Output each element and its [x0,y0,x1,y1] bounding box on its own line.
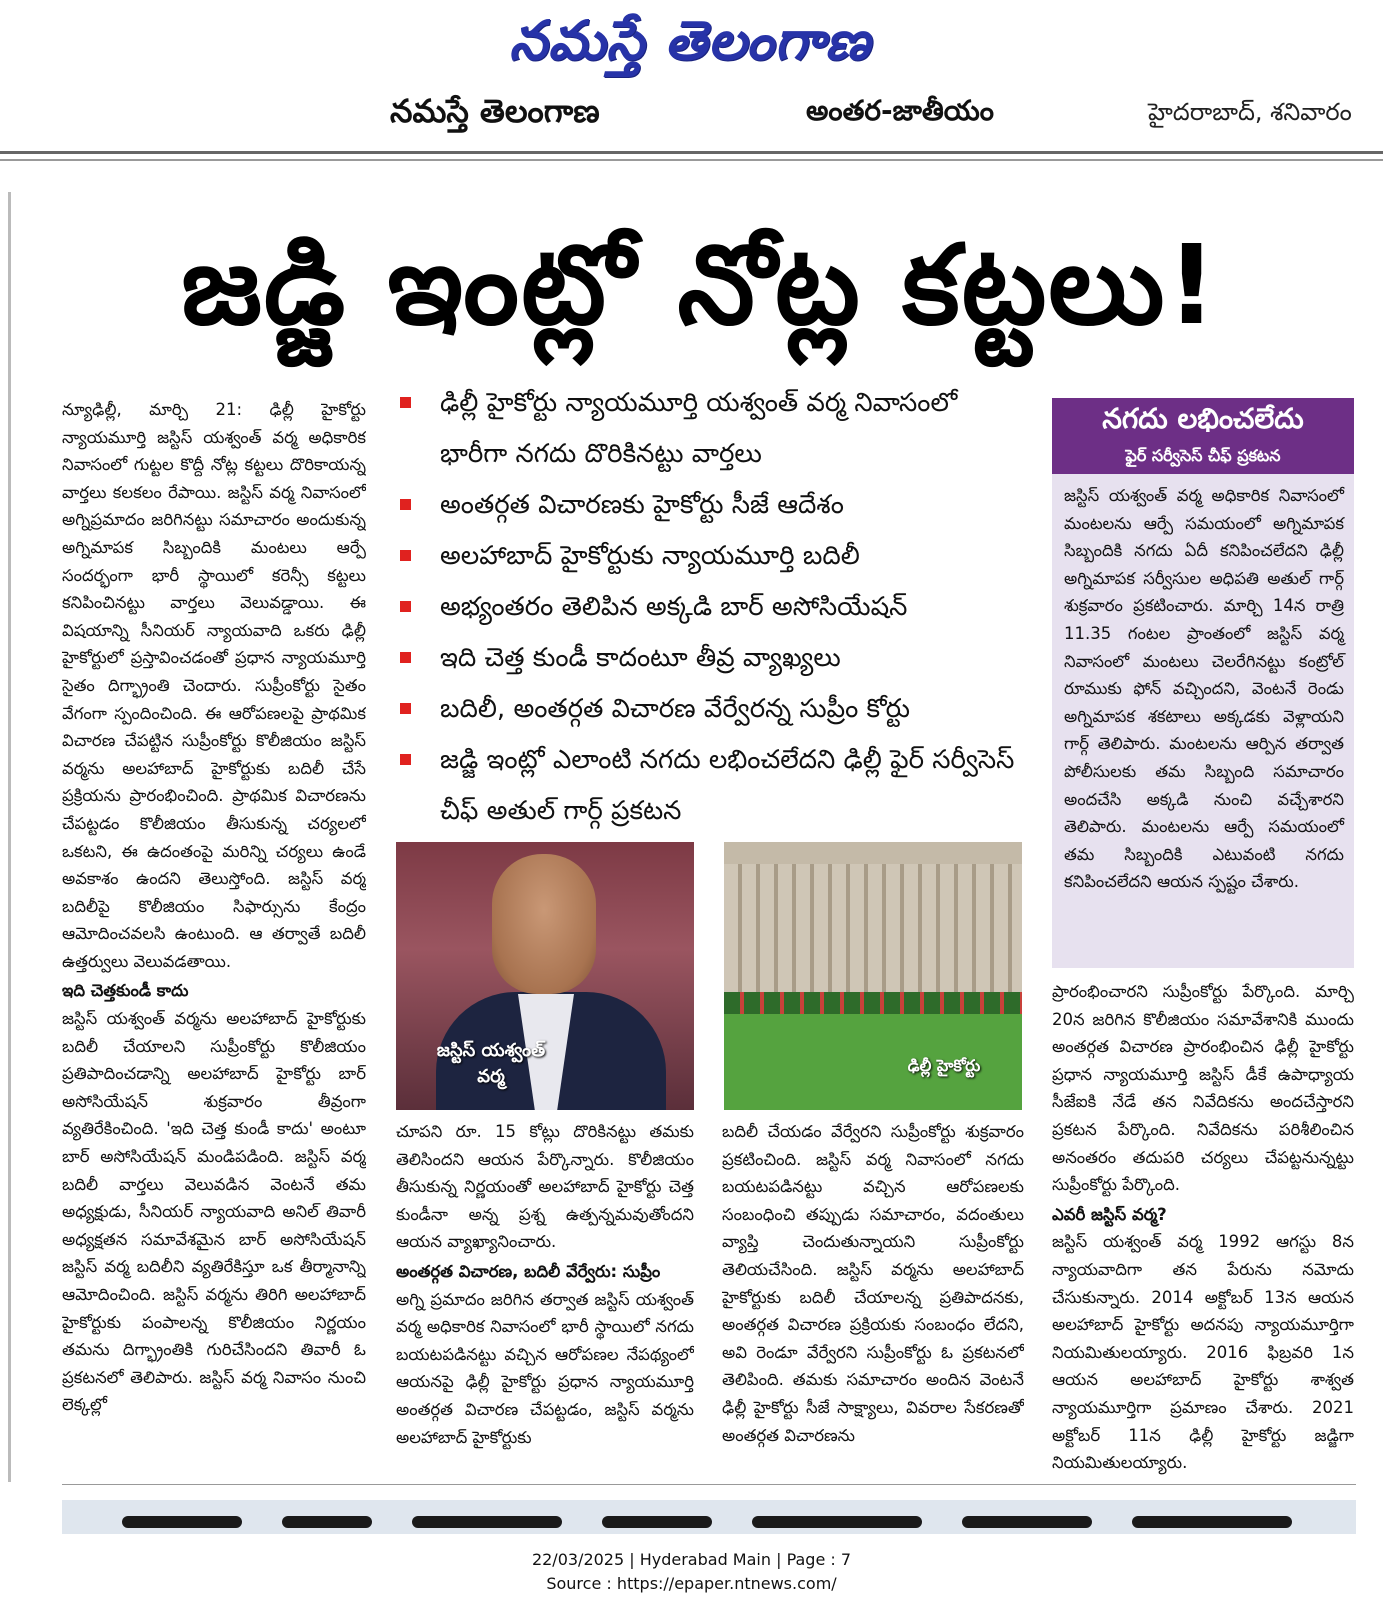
highlight-text: అంతర్గత విచారణకు హైకోర్టు సీజే ఆదేశం [440,490,844,520]
article-column-2 [396,1118,694,1478]
article-column-1 [62,396,366,1474]
sidebar-box [1052,398,1354,968]
garden-hedge [724,992,1022,1014]
highlight-text: ఇది చెత్త కుండీ కాదంటూ తీవ్ర వ్యాఖ్యలు [440,643,841,673]
highlights-list [396,378,1026,830]
highlight-text: అభ్యంతరం తెలిపిన అక్కడి బార్ అసోసియేషన్ [440,592,908,622]
highlight-item [396,633,1026,684]
masthead-rule-thin [0,159,1383,161]
masthead [0,0,1383,160]
bullet-square-icon [400,550,411,561]
highlight-item [396,582,1026,633]
footer-source: Source : https://epaper.ntnews.com/ [546,1574,837,1593]
cut-text-fragment [1132,1516,1292,1528]
cut-text-fragment [412,1516,562,1528]
court-building [724,850,1022,1000]
highlight-item [396,735,1026,837]
left-margin-rule [8,192,11,1482]
highlight-text: ఢిల్లీ హైకోర్టు న్యాయమూర్తి యశ్వంత్ వర్మ నివాసంలో భారీగా నగదు దొరికినట్టు వార్తలు [440,388,958,469]
paragraph: జస్టిస్ యశ్వంత్ వర్మను అలహాబాద్ హైకోర్టుకు బదిలీ చేయాలని సుప్రీంకోర్టు కొలీజియం ప్రతిపాదించడాన్ని అలహాబాద్ హైకోర్టు బార్ అసోసియేషన్ శుక్రవారం తీవ్రంగా వ్యతిరేకించింది. 'ఇది చెత్త కుండీ కాదు' అంటూ బార్ అసోసియేషన్ మండిపడింది. జస్టిస్ వర్మ బదిలీ వార్తలు వెలువడిన వెంటనే తమ అధ్యక్షుడు, సీనియర్ న్యాయవాది అనిల్ తివారీ అధ్యక్షతన సమావేశమైన బార్ అసోసియేషన్ జస్టిస్ వర్మ బదిలీని వ్యతిరేకిస్తూ ఒక తీర్మానాన్ని ఆమోదించింది. జస్టిస్ వర్మను తిరిగి అలహాబాద్ హైకోర్టుకు పంపాలన్న కొలీజియం నిర్ణయం తమను దిగ్భ్రాంతికి గురిచేసిందని తివారీ ఓ ప్రకటనలో తెలిపారు. జస్టిస్ వర్మ నివాసం నుంచి లెక్కల్లో [62,1009,366,1415]
brand-name: నమస్తే తెలంగాణ [390,92,600,130]
cut-text-fragment [122,1516,242,1528]
subheading: అంతర్గత విచారణ, బదిలీ వేర్వేరు: సుప్రీం [396,1261,661,1281]
bullet-square-icon [400,652,411,663]
masthead-rule [0,151,1383,154]
highlight-text: జడ్జి ఇంట్లో ఎలాంటి నగదు లభించలేదని ఢిల్లీ ఫైర్ సర్వీసెస్ చీఫ్ అతుల్ గార్గ్ ప్రకటన [440,745,1015,826]
highlight-item [396,531,1026,582]
bullet-square-icon [400,703,411,714]
paragraph: ప్రారంభించారని సుప్రీంకోర్టు పేర్కొంది. మార్చి 20న జరిగిన కొలీజియం సమావేశానికి ముందు అంతర్గత విచారణ ప్రారంభించిన ఢిల్లీ హైకోర్టు ప్రధాన న్యాయమూర్తి జస్టిస్ డీకే ఉపాధ్యాయ సీజేఐకి నేడే తన నివేదికను అందచేస్తారని ప్రకటన పేర్కొంది. నివేదికను పరిశీలించిన అనంతరం తదుపరి చర్యలు చేపట్టనున్నట్టు సుప్రీంకోర్టు పేర్కొంది. [1052,982,1354,1195]
portrait-face [492,854,596,994]
sidebar-title: నగదు లభించలేదు [1102,402,1304,435]
masthead-subrow [0,92,1383,140]
cut-text-fragment [602,1516,712,1528]
paragraph: జస్టిస్ యశ్వంత్ వర్మ 1992 ఆగస్టు 8న న్యాయవాదిగా తన పేరును నమోదు చేసుకున్నారు. 2014 అక్టోబర్ 13న ఆయన అలహాబాద్ హైకోర్టు అదనపు న్యాయమూర్తిగా నియమితులయ్యారు. 2016 ఫిబ్రవరి 1న ఆయన అలహాబాద్ హైకోర్టు శాశ్వత న్యాయమూర్తిగా ప్రమాణం చేశారు. 2021 అక్టోబర్ 11న ఢిల్లీ హైకోర్టు జడ్జిగా నియమితులయ్యారు. [1052,1232,1354,1473]
highlight-item [396,378,1026,480]
high-court-photo [724,842,1022,1110]
paragraph: బదిలీ చేయడం వేర్వేరని సుప్రీంకోర్టు శుక్రవారం ప్రకటించింది. జస్టిస్ వర్మ నివాసంలో నగదు బయటపడినట్టు వచ్చిన ఆరోపణలకు సంబంధించి తప్పుడు సమాచారం, వదంతులు వ్యాప్తి చెందుతున్నాయని సుప్రీంకోర్టు తెలియచేసింది. జస్టిస్ వర్మను అలహాబాద్ హైకోర్టుకు బదిలీ చేయాలన్న ప్రతిపాదనకు, అంతర్గత విచారణ ప్రక్రియకు సంబంధం లేదని, అవి రెండూ వేర్వేరని సుప్రీంకోర్టు ఓ ప్రకటనలో తెలిపింది. తమకు సమాచారం అందిన వెంటనే ఢిల్లీ హైకోర్టు సీజే సాక్ష్యాలు, వివరాల సేకరణతో అంతర్గత విచారణను [722,1122,1024,1445]
sidebar-text: జస్టిస్ యశ్వంత్ వర్మ అధికారిక నివాసంలో మంటలను ఆర్పే సమయంలో అగ్నిమాపక సిబ్బందికి నగదు ఏదీ కనిపించలేదని ఢిల్లీ అగ్నిమాపక సర్వీసుల అధిపతి అతుల్ గార్గ్ శుక్రవారం ప్రకటించారు. మార్చి 14న రాత్రి 11.35 గంటల ప్రాంతంలో జస్టిస్ వర్మ నివాసంలో మంటలు చెలరేగినట్టు కంట్రోల్ రూముకు ఫోన్ వచ్చిందని, వెంటనే రెండు అగ్నిమాపక శకటాలు అక్కడకు వెళ్లాయని గార్గ్ తెలిపారు. మంటలను ఆర్పిన తర్వాత పోలీసులకు తమ సిబ్బంది సమాచారం అందచేసి అక్కడి నుంచి వచ్చేశారని తెలిపారు. మంటలను ఆర్పే సమయంలో తమ సిబ్బందికి ఎటువంటి నగదు కనిపించలేదని ఆయన స్పష్టం చేశారు. [1064,486,1344,892]
justice-portrait-photo [396,842,694,1110]
section-name: అంతర-జాతీయం [806,94,994,127]
article-column-3 [722,1118,1024,1478]
bullet-square-icon [400,601,411,612]
court-roof [724,842,1022,864]
highlight-item [396,684,1026,735]
bullet-square-icon [400,397,411,408]
sidebar-header [1052,398,1354,474]
paragraph: న్యూఢిల్లీ, మార్చి 21: ఢిల్లీ హైకోర్టు న్యాయమూర్తి జస్టిస్ యశ్వంత్ వర్మ అధికారిక నివాసంలో గుట్టల కొద్దీ నోట్ల కట్టలు దొరికాయన్న వార్తలు కలకలం రేపాయి. జస్టిస్ వర్మ నివాసంలో అగ్నిప్రమాదం జరిగినట్టు సమాచారం అందుకున్న అగ్నిమాపక సిబ్బందికి మంటలు ఆర్పే సందర్భంగా భారీ స్థాయిలో కరెన్సీ కట్టలు కనిపించినట్టు వార్తలు వెలువడ్డాయి. ఈ విషయాన్ని సీనియర్ న్యాయవాది ఒకరు ఢిల్లీ హైకోర్టులో ప్రస్తావించడంతో ప్రధాన న్యాయమూర్తి సైతం దిగ్భ్రాంతి చెందారు. సుప్రీంకోర్టు సైతం వేగంగా స్పందించింది. ఈ ఆరోపణలపై ప్రాథమిక విచారణ చేపట్టిన సుప్రీంకోర్టు కొలీజియం జస్టిస్ వర్మను అలహాబాద్ హైకోర్టుకు బదిలీ చేసే ప్రక్రియను ప్రారంభించింది. ప్రాథమిక విచారణను చేపట్టడం కొలీజియం తీసుకున్న చర్యలలో ఒకటని, ఈ ఉదంతంపై మరిన్ని చర్యలు ఉండే అవకాశం ఉందని తెలుస్తోంది. జస్టిస్ వర్మ బదిలీపై కొలీజియం సిఫార్సును కేంద్రం ఆమోదించవలసి ఉంటుంది. ఆ తర్వాతే బదిలీ ఉత్తర్వులు వెలువడతాయి. [62,400,366,971]
bullet-square-icon [400,754,411,765]
paragraph: అగ్ని ప్రమాదం జరిగిన తర్వాత జస్టిస్ యశ్వంత్ వర్మ అధికారిక నివాసంలో భారీ స్థాయిలో నగదు బయటపడినట్టు వచ్చిన ఆరోపణల నేపథ్యంలో ఆయనపై ఢిల్లీ హైకోర్టు ప్రధాన న్యాయమూర్తి అంతర్గత విచారణ చేపట్టడం, జస్టిస్ వర్మను అలహాబాద్ హైకోర్టుకు [396,1289,694,1447]
subheading: ఎవరీ జస్టిస్ వర్మ? [1052,1204,1167,1224]
cut-text-fragment [752,1516,922,1528]
sidebar-subtitle: ఫైర్ సర్వీసెస్ చీఫ్ ప్రకటన [1125,446,1281,465]
dateline: హైదరాబాద్, శనివారం [1148,98,1352,126]
main-headline: జడ్జి ఇంట్లో నోట్ల కట్టలు! [181,221,1219,349]
highlight-text: అలహాబాద్ హైకోర్టుకు న్యాయమూర్తి బదిలీ [440,541,860,571]
footer-date-page: 22/03/2025 | Hyderabad Main | Page : 7 [531,1550,852,1569]
next-article-strip [62,1500,1356,1534]
paragraph: చూపని రూ. 15 కోట్లు దొరికినట్టు తమకు తెలిసిందని ఆయన పేర్కొన్నారు. కొలీజియం తీసుకున్న నిర్ణయంతో అలహాబాద్ హైకోర్టు చెత్త కుండీనా అన్న ప్రశ్న ఉత్పన్నమవుతోందని ఆయన వ్యాఖ్యానించారు. [396,1122,694,1252]
highlight-text: బదిలీ, అంతర్గత విచారణ వేర్వేరన్న సుప్రీం కోర్టు [440,694,911,724]
subheading: ఇది చెత్తకుండీ కాదు [62,981,189,1001]
newspaper-logo: నమస్తే తెలంగాణ [509,9,871,72]
bottom-rule [62,1484,1356,1485]
article-column-4 [1052,978,1354,1478]
cut-text-fragment [282,1516,372,1528]
photo-caption: జస్టిస్ యశ్వంత్ వర్మ [436,1040,546,1087]
highlight-item [396,480,1026,531]
photo-caption: ఢిల్లీ హైకోర్టు [907,1056,981,1075]
bullet-square-icon [400,499,411,510]
cut-text-fragment [962,1516,1092,1528]
